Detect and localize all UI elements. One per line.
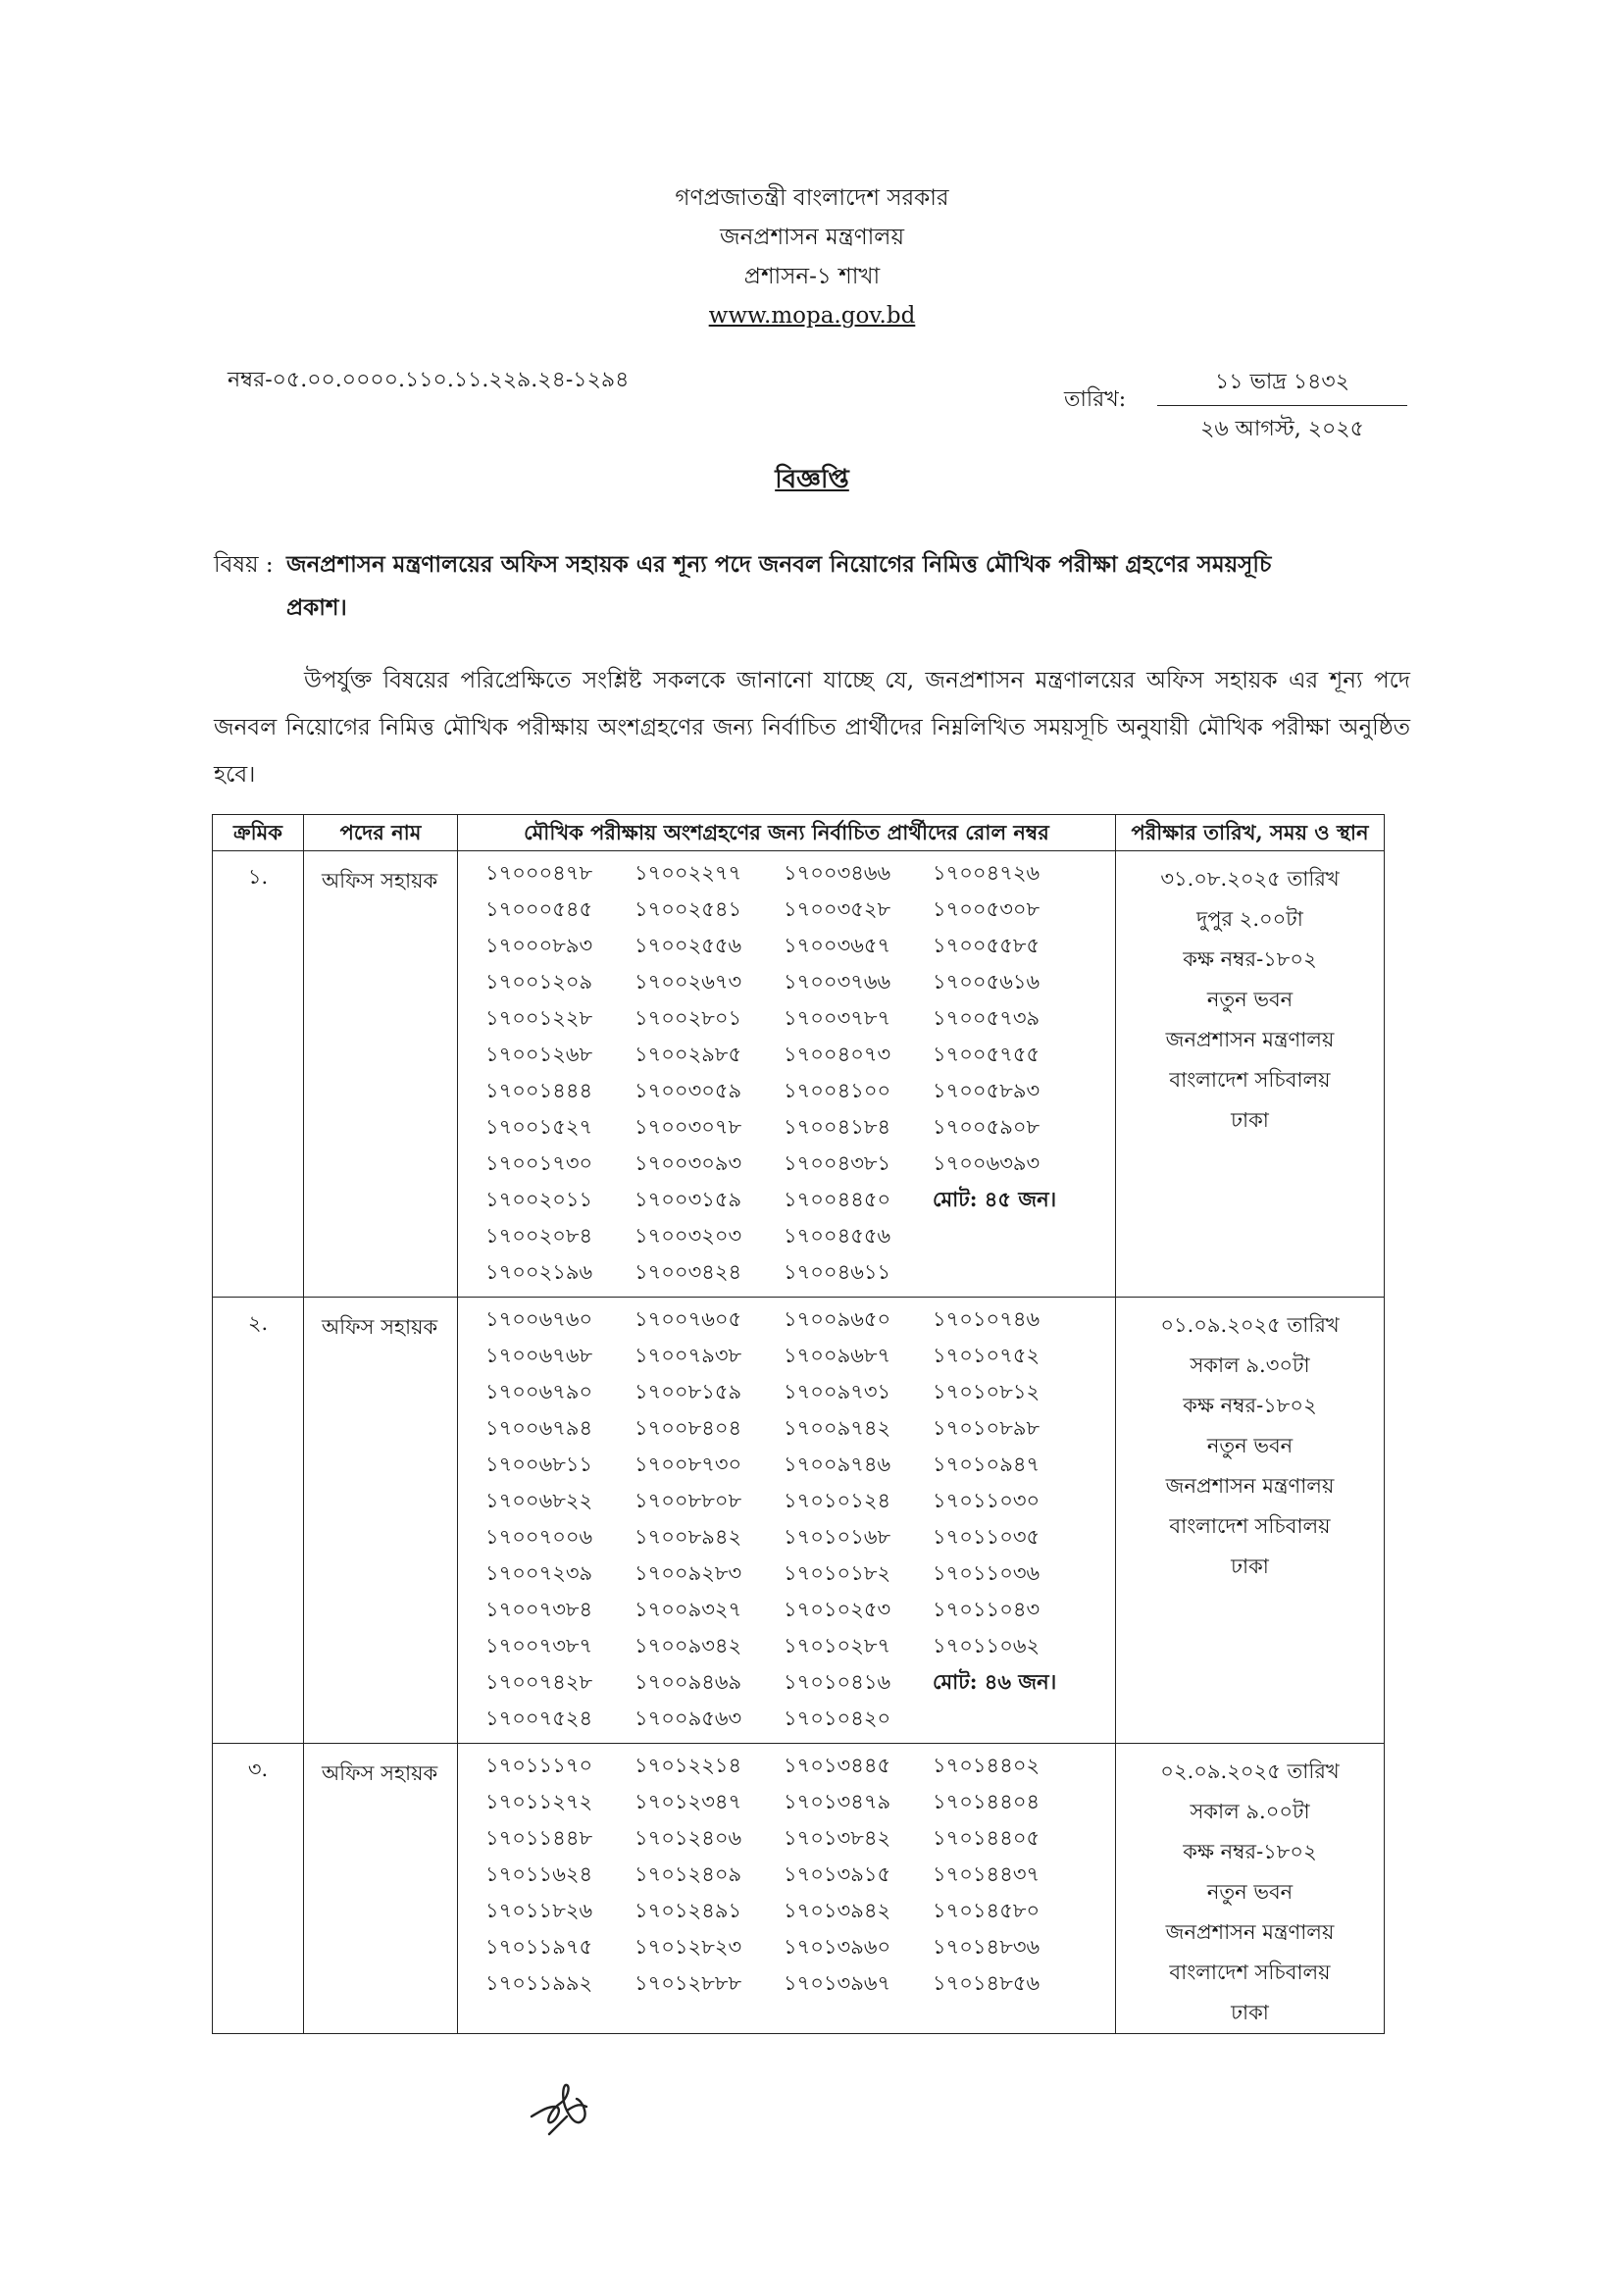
roll-number: ১৭০০৫৮৯৩ bbox=[933, 1079, 1040, 1102]
roll-number: ১৭০০৮৪০৪ bbox=[634, 1416, 742, 1440]
roll-number: ১৭০০২০১১ bbox=[485, 1188, 593, 1211]
venue-line: ঢাকা bbox=[1231, 1108, 1269, 1132]
roll-number: ১৭০১২৮২৩ bbox=[634, 1935, 742, 1959]
date-label: তারিখ: bbox=[1064, 387, 1127, 412]
govt-name: গণপ্রজাতন্ত্রী বাংলাদেশ সরকার bbox=[675, 185, 949, 211]
roll-number: ১৭০১১৮২৬ bbox=[485, 1899, 593, 1922]
subject bbox=[214, 543, 1410, 630]
roll-number: ১৭০০২৬৭৩ bbox=[634, 970, 742, 994]
header-serial: ক্রমিক bbox=[213, 815, 304, 851]
row-post: অফিস সহায়ক bbox=[304, 1744, 458, 2034]
roll-number: ১৭০০৯৭৪২ bbox=[784, 1416, 891, 1440]
roll-number: ১৭০১৪৫৮০ bbox=[933, 1899, 1040, 1922]
venue-line: কক্ষ নম্বর-১৮০২ bbox=[1183, 947, 1317, 971]
roll-number: ১৭০০৬৮২২ bbox=[485, 1489, 593, 1512]
roll-number: ১৭০১০২৫৩ bbox=[784, 1598, 891, 1621]
roll-number: ১৭০০৪৪৫০ bbox=[784, 1188, 891, 1211]
table-header-row bbox=[213, 815, 1385, 851]
venue-line: দুপুর ২.০০টা bbox=[1196, 907, 1303, 931]
row-venue bbox=[1116, 851, 1385, 1298]
roll-number: ১৭০০৬৭৬৮ bbox=[485, 1344, 593, 1367]
venue-line: বাংলাদেশ সচিবালয় bbox=[1169, 1961, 1331, 1984]
roll-number: ১৭০১৩৪৭৯ bbox=[784, 1790, 891, 1813]
roll-number: ১৭০১২২১৪ bbox=[634, 1754, 742, 1777]
venue-line: নতুন ভবন bbox=[1206, 1434, 1294, 1457]
roll-number: ১৭০০৪৫৫৬ bbox=[784, 1224, 891, 1248]
roll-number: ১৭০০৭০০৬ bbox=[485, 1525, 593, 1549]
venue-line: নতুন ভবন bbox=[1206, 988, 1294, 1011]
roll-number: ১৭০১২৩৪৭ bbox=[634, 1790, 742, 1813]
roll-number: ১৭০০৪৬১১ bbox=[784, 1260, 891, 1284]
branch-name: প্রশাসন-১ শাখা bbox=[743, 264, 881, 289]
roll-number: ১৭০০৬৭৬০ bbox=[485, 1307, 593, 1331]
roll-number: ১৭০০৯৭৩১ bbox=[784, 1380, 891, 1403]
roll-number: ১৭০১২৪০৬ bbox=[634, 1826, 742, 1850]
header-venue: পরীক্ষার তারিখ, সময় ও স্থান bbox=[1116, 815, 1385, 851]
row-venue bbox=[1116, 1744, 1385, 2034]
roll-number: ১৭০০৬৭৯৪ bbox=[485, 1416, 593, 1440]
roll-number: ১৭০১৪৪০২ bbox=[933, 1754, 1040, 1777]
roll-number: ১৭০১২৪০৯ bbox=[634, 1862, 742, 1886]
schedule-table bbox=[212, 814, 1385, 2034]
roll-number: ১৭০০৩৫২৮ bbox=[784, 897, 891, 921]
roll-number: ১৭০০৮৮০৮ bbox=[634, 1489, 742, 1512]
website-link[interactable]: www.mopa.gov.bd bbox=[708, 303, 916, 329]
row-venue bbox=[1116, 1298, 1385, 1744]
venue-line: ০১.০৯.২০২৫ তারিখ bbox=[1160, 1313, 1340, 1337]
roll-number: ১৭০০৭৪২৮ bbox=[485, 1670, 593, 1694]
row-roll-numbers bbox=[458, 1744, 1116, 2034]
venue-line: ঢাকা bbox=[1231, 1555, 1269, 1578]
roll-number: ১৭০১৪৮৩৬ bbox=[933, 1935, 1040, 1959]
roll-number: ১৭০০৬৩৯৩ bbox=[933, 1151, 1040, 1175]
roll-number: ১৭০০৩৪৬৬ bbox=[784, 861, 891, 885]
roll-number: ১৭০০৫৬১৬ bbox=[933, 970, 1040, 994]
roll-number: ১৭০১৩৮৪২ bbox=[784, 1826, 891, 1850]
table-row bbox=[213, 1298, 1385, 1744]
row-serial: ২. bbox=[213, 1298, 304, 1744]
roll-number: ১৭০০৯৬৮৭ bbox=[784, 1344, 891, 1367]
roll-number: ১৭০০১২৬৮ bbox=[485, 1043, 593, 1066]
row-serial: ৩. bbox=[213, 1744, 304, 2034]
roll-number: ১৭০০৩৭৮৭ bbox=[784, 1006, 891, 1030]
roll-total: মোট: ৪৫ জন। bbox=[933, 1187, 1057, 1211]
roll-number: ১৭০১০৮৯৮ bbox=[933, 1416, 1040, 1440]
roll-number: ১৭০১২৮৮৮ bbox=[634, 1971, 742, 1995]
roll-number: ১৭০০১৪৪৪ bbox=[485, 1079, 593, 1102]
venue-line: কক্ষ নম্বর-১৮০২ bbox=[1183, 1840, 1317, 1863]
roll-number: ১৭০০৪০৭৩ bbox=[784, 1043, 891, 1066]
roll-number: ১৭০১০৪২০ bbox=[784, 1707, 891, 1730]
row-post: অফিস সহায়ক bbox=[304, 1298, 458, 1744]
roll-number: ১৭০১০৯৪৭ bbox=[933, 1453, 1040, 1476]
roll-number: ১৭০০৮৯৪২ bbox=[634, 1525, 742, 1549]
roll-number: ১৭০০৯৬৫০ bbox=[784, 1307, 891, 1331]
roll-number: ১৭০১০২৮৭ bbox=[784, 1634, 891, 1657]
roll-number: ১৭০০১৫২৭ bbox=[485, 1115, 593, 1139]
roll-number bbox=[933, 1703, 1090, 1739]
date-bangla: ১১ ভাদ্র ১৪৩২ bbox=[1157, 365, 1407, 406]
date-gregorian: ২৬ আগস্ট, ২০২৫ bbox=[1200, 417, 1364, 441]
roll-number: ১৭০০৭৩৮৪ bbox=[485, 1598, 593, 1621]
roll-number: ১৭০০৫৭৫৫ bbox=[933, 1043, 1040, 1066]
roll-number: ১৭০০৯৭৪৬ bbox=[784, 1453, 891, 1476]
signature-icon bbox=[528, 2077, 602, 2144]
subject-text: জনপ্রশাসন মন্ত্রণালয়ের অফিস সহায়ক এর শূন্য পদে জনবল নিয়োগের নিমিত্ত মৌখিক পরীক্ষা গ্রহণের সময়সূচি bbox=[286, 551, 1272, 578]
roll-number: ১৭০০৭৫২৪ bbox=[485, 1707, 593, 1730]
ministry-name: জনপ্রশাসন মন্ত্রণালয় bbox=[720, 225, 904, 250]
roll-number: ১৭০১১০৪৩ bbox=[933, 1598, 1040, 1621]
venue-line: নতুন ভবন bbox=[1206, 1880, 1294, 1904]
roll-number: ১৭০০৫৩০৮ bbox=[933, 897, 1040, 921]
roll-number: ১৭০০৯৩২৭ bbox=[634, 1598, 742, 1621]
roll-number: ১৭০০২৫৪১ bbox=[634, 897, 742, 921]
roll-number: ১৭০০৪৩৮১ bbox=[784, 1151, 891, 1175]
roll-number: ১৭০০৪৭২৬ bbox=[933, 861, 1040, 885]
table-row bbox=[213, 1744, 1385, 2034]
roll-number: ১৭০১১০৬২ bbox=[933, 1634, 1040, 1657]
roll-number: ১৭০১৩৯৪২ bbox=[784, 1899, 891, 1922]
venue-line: বাংলাদেশ সচিবালয় bbox=[1169, 1068, 1331, 1092]
roll-number: ১৭০০৩২০৩ bbox=[634, 1224, 742, 1248]
roll-number: ১৭০০৪১৮৪ bbox=[784, 1115, 891, 1139]
roll-number: ১৭০০৩১৫৯ bbox=[634, 1188, 742, 1211]
roll-number: ১৭০১১৯৭৫ bbox=[485, 1935, 593, 1959]
venue-line: কক্ষ নম্বর-১৮০২ bbox=[1183, 1394, 1317, 1417]
venue-line: জনপ্রশাসন মন্ত্রণালয় bbox=[1165, 1920, 1335, 1944]
roll-number: ১৭০০২৯৮৫ bbox=[634, 1043, 742, 1066]
roll-number: ১৭০০৭২৩৯ bbox=[485, 1561, 593, 1585]
table-body bbox=[213, 851, 1385, 2034]
roll-number: ১৭০১০৮১২ bbox=[933, 1380, 1040, 1403]
row-roll-numbers bbox=[458, 851, 1116, 1298]
roll-number: ১৭০১৪৮৫৬ bbox=[933, 1971, 1040, 1995]
roll-number: ১৭০১৩৯১৫ bbox=[784, 1862, 891, 1886]
roll-number: ১৭০১১০৩৬ bbox=[933, 1561, 1040, 1585]
roll-number: ১৭০০২০৮৪ bbox=[485, 1224, 593, 1248]
venue-line: জনপ্রশাসন মন্ত্রণালয় bbox=[1165, 1474, 1335, 1498]
venue-line: ৩১.০৮.২০২৫ তারিখ bbox=[1160, 867, 1340, 891]
roll-number: ১৭০১১২৭২ bbox=[485, 1790, 593, 1813]
roll-number: ১৭০০২৮০১ bbox=[634, 1006, 742, 1030]
roll-number: ১৭০০২২৭৭ bbox=[634, 861, 742, 885]
body-paragraph: উপর্যুক্ত বিষয়ের পরিপ্রেক্ষিতে সংশ্লিষ্ট সকলকে জানানো যাচ্ছে যে, জনপ্রশাসন মন্ত্রণালয়ের অফিস সহায়ক এর শূন্য পদে জনবল নিয়োগের নিমিত্ত মৌখিক পরীক্ষায় অংশগ্রহণের জন্য নির্বাচিত প্রার্থীদের নিম্নলিখিত সময়সূচি অনুযায়ী মৌখিক পরীক্ষা অনুষ্ঠিত হবে। bbox=[214, 668, 1410, 788]
roll-number: ১৭০০৮১৫৯ bbox=[634, 1380, 742, 1403]
subject-text-cont: প্রকাশ। bbox=[286, 594, 347, 621]
roll-number: ১৭০০১২২৮ bbox=[485, 1006, 593, 1030]
header-rolls: মৌখিক পরীক্ষায় অংশগ্রহণের জন্য নির্বাচিত প্রার্থীদের রোল নম্বর bbox=[458, 815, 1116, 851]
venue-line: জনপ্রশাসন মন্ত্রণালয় bbox=[1165, 1028, 1335, 1051]
roll-number: ১৭০০২১৯৬ bbox=[485, 1260, 593, 1284]
roll-number: ১৭০০৪১০০ bbox=[784, 1079, 891, 1102]
roll-number: ১৭০০৬৭৯০ bbox=[485, 1380, 593, 1403]
roll-number: ১৭০১১৪৪৮ bbox=[485, 1826, 593, 1850]
roll-number: ১৭০১১১৭০ bbox=[485, 1754, 593, 1777]
roll-number bbox=[933, 1256, 1090, 1293]
roll-number: ১৭০০০৫৪৫ bbox=[485, 897, 593, 921]
roll-number: ১৭০০০৮৯৩ bbox=[485, 934, 593, 957]
venue-line: বাংলাদেশ সচিবালয় bbox=[1169, 1514, 1331, 1538]
venue-line: সকাল ৯.৩০টা bbox=[1190, 1353, 1310, 1377]
roll-number: ১৭০০৭৩৮৭ bbox=[485, 1634, 593, 1657]
roll-number: ১৭০০৯২৮৩ bbox=[634, 1561, 742, 1585]
header-post: পদের নাম bbox=[304, 815, 458, 851]
subject-label: বিষয় : bbox=[214, 552, 274, 578]
venue-line: ০২.০৯.২০২৫ তারিখ bbox=[1160, 1759, 1340, 1783]
roll-number: ১৭০০৮৭৩০ bbox=[634, 1453, 742, 1476]
roll-number: ১৭০০৯৪৬৯ bbox=[634, 1670, 742, 1694]
roll-number: ১৭০১৪৪০৫ bbox=[933, 1826, 1040, 1850]
row-roll-numbers bbox=[458, 1298, 1116, 1744]
roll-number: ১৭০০১৭৩০ bbox=[485, 1151, 593, 1175]
roll-number: ১৭০০৯৫৬৩ bbox=[634, 1707, 742, 1730]
roll-number: ১৭০১০৪১৬ bbox=[784, 1670, 891, 1694]
roll-number: ১৭০১৩৯৬৭ bbox=[784, 1971, 891, 1995]
roll-number: ১৭০০৩৪২৪ bbox=[634, 1260, 742, 1284]
roll-number: ১৭০০৩৬৫৭ bbox=[784, 934, 891, 957]
table-row bbox=[213, 851, 1385, 1298]
roll-number: ১৭০০৬৮১১ bbox=[485, 1453, 593, 1476]
reference-number: নম্বর-০৫.০০.০০০০.১১০.১১.২২৯.২৪-১২৯৪ bbox=[228, 368, 630, 392]
roll-number: ১৭০০৫৯০৮ bbox=[933, 1115, 1040, 1139]
roll-number bbox=[933, 1220, 1090, 1256]
roll-number: ১৭০০৩০৫৯ bbox=[634, 1079, 742, 1102]
venue-line: ঢাকা bbox=[1231, 2001, 1269, 2024]
venue-line: সকাল ৯.০০টা bbox=[1190, 1800, 1310, 1823]
roll-number: ১৭০১৩৯৬০ bbox=[784, 1935, 891, 1959]
roll-number: ১৭০১১৯৯২ bbox=[485, 1971, 593, 1995]
roll-number: ১৭০১০৭৫২ bbox=[933, 1344, 1040, 1367]
roll-number: ১৭০০৩০৯৩ bbox=[634, 1151, 742, 1175]
roll-number: ১৭০০৩০৭৮ bbox=[634, 1115, 742, 1139]
roll-number: ১৭০০১২০৯ bbox=[485, 970, 593, 994]
roll-number: ১৭০১০১৬৮ bbox=[784, 1525, 891, 1549]
roll-number: ১৭০০০৪৭৮ bbox=[485, 861, 593, 885]
roll-number: ১৭০০৯৩৪২ bbox=[634, 1634, 742, 1657]
roll-number: ১৭০০৩৭৬৬ bbox=[784, 970, 891, 994]
letterhead bbox=[0, 178, 1624, 335]
roll-number: ১৭০০৭৬০৫ bbox=[634, 1307, 742, 1331]
row-post: অফিস সহায়ক bbox=[304, 851, 458, 1298]
roll-number: ১৭০১৪৪০৪ bbox=[933, 1790, 1040, 1813]
roll-number: ১৭০১১০৩৫ bbox=[933, 1525, 1040, 1549]
roll-number: ১৭০০২৫৫৬ bbox=[634, 934, 742, 957]
roll-number: ১৭০১০১২৪ bbox=[784, 1489, 891, 1512]
roll-number: ১৭০০৫৭৩৯ bbox=[933, 1006, 1040, 1030]
roll-number: ১৭০১১০৩০ bbox=[933, 1489, 1040, 1512]
roll-number: ১৭০১০৭৪৬ bbox=[933, 1307, 1040, 1331]
roll-number: ১৭০০৫৫৮৫ bbox=[933, 934, 1040, 957]
date-values bbox=[1157, 365, 1407, 448]
notice-title: বিজ্ঞপ্তি bbox=[775, 465, 849, 494]
roll-number: ১৭০১১৬২৪ bbox=[485, 1862, 593, 1886]
roll-number: ১৭০১৩৪৪৫ bbox=[784, 1754, 891, 1777]
roll-number: ১৭০০৭৯৩৮ bbox=[634, 1344, 742, 1367]
roll-number: ১৭০১০১৮২ bbox=[784, 1561, 891, 1585]
row-serial: ১. bbox=[213, 851, 304, 1298]
roll-number: ১৭০১৪৪৩৭ bbox=[933, 1862, 1040, 1886]
roll-number: ১৭০১২৪৯১ bbox=[634, 1899, 742, 1922]
roll-total: মোট: ৪৬ জন। bbox=[933, 1669, 1057, 1694]
